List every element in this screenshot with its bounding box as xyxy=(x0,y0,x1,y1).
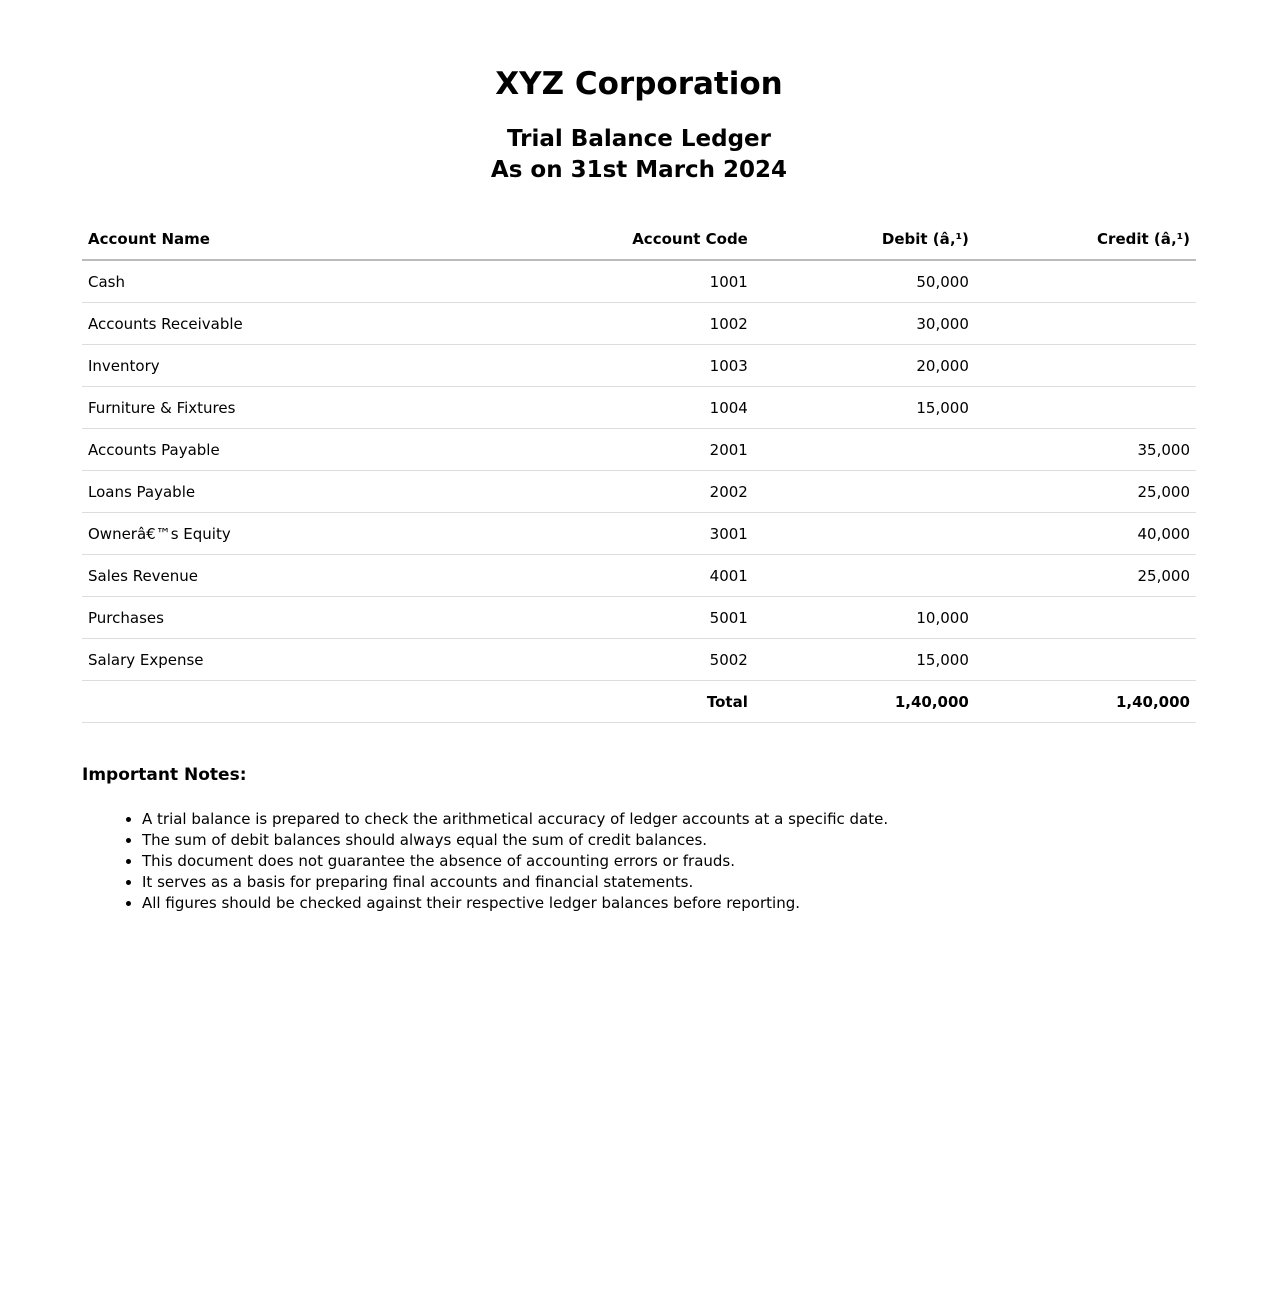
account-code-cell: 1004 xyxy=(532,387,753,429)
account-code-cell: 1003 xyxy=(532,345,753,387)
account-name-cell: Accounts Payable xyxy=(82,429,532,471)
credit-cell xyxy=(975,260,1196,303)
debit-cell: 20,000 xyxy=(754,345,975,387)
table-row xyxy=(82,597,1196,639)
account-name-cell: Sales Revenue xyxy=(82,555,532,597)
list-item: • It serves as a basis for preparing final accounts and financial statements. xyxy=(142,872,1196,893)
table-row xyxy=(82,471,1196,513)
credit-cell: 40,000 xyxy=(975,513,1196,555)
list-item: • This document does not guarantee the absence of accounting errors or frauds. xyxy=(142,851,1196,872)
debit-cell xyxy=(754,471,975,513)
column-header-credit: Credit (â‚¹) xyxy=(975,219,1196,260)
account-name-cell: Salary Expense xyxy=(82,639,532,681)
credit-cell xyxy=(975,345,1196,387)
total-label: Total xyxy=(532,681,753,723)
account-name-cell: Cash xyxy=(82,260,532,303)
table-row xyxy=(82,639,1196,681)
debit-cell: 15,000 xyxy=(754,639,975,681)
total-debit: 1,40,000 xyxy=(754,681,975,723)
column-header-account-code: Account Code xyxy=(532,219,753,260)
credit-cell xyxy=(975,639,1196,681)
credit-cell: 35,000 xyxy=(975,429,1196,471)
credit-cell: 25,000 xyxy=(975,471,1196,513)
total-empty-cell xyxy=(82,681,532,723)
table-row xyxy=(82,303,1196,345)
list-item: • All figures should be checked against their respective ledger balances before reporting. xyxy=(142,893,1196,914)
debit-cell xyxy=(754,513,975,555)
account-code-cell: 4001 xyxy=(532,555,753,597)
notes-list xyxy=(82,809,1196,914)
credit-cell xyxy=(975,597,1196,639)
credit-cell xyxy=(975,303,1196,345)
account-name-cell: Inventory xyxy=(82,345,532,387)
list-item: • A trial balance is prepared to check the arithmetical accuracy of ledger accounts at a specific date. xyxy=(142,809,1196,830)
document-title: Trial Balance Ledger xyxy=(507,126,771,152)
table-header-row xyxy=(82,219,1196,260)
account-code-cell: 2001 xyxy=(532,429,753,471)
table-row xyxy=(82,429,1196,471)
debit-cell: 10,000 xyxy=(754,597,975,639)
account-code-cell: 1002 xyxy=(532,303,753,345)
credit-cell xyxy=(975,387,1196,429)
document-subtitle xyxy=(82,124,1196,186)
company-name: XYZ Corporation xyxy=(495,66,783,102)
account-code-cell: 5002 xyxy=(532,639,753,681)
total-credit: 1,40,000 xyxy=(975,681,1196,723)
debit-cell: 50,000 xyxy=(754,260,975,303)
account-name-cell: Accounts Receivable xyxy=(82,303,532,345)
trial-balance-table xyxy=(82,219,1196,723)
column-header-account-name: Account Name xyxy=(82,219,532,260)
account-code-cell: 2002 xyxy=(532,471,753,513)
table-row xyxy=(82,260,1196,303)
list-item: • The sum of debit balances should always equal the sum of credit balances. xyxy=(142,830,1196,851)
account-name-cell: Purchases xyxy=(82,597,532,639)
account-name-cell: Loans Payable xyxy=(82,471,532,513)
table-row xyxy=(82,387,1196,429)
account-name-cell: Ownerâ€™s Equity xyxy=(82,513,532,555)
column-header-debit: Debit (â‚¹) xyxy=(754,219,975,260)
notes-heading: Important Notes: xyxy=(82,765,247,785)
account-code-cell: 1001 xyxy=(532,260,753,303)
account-code-cell: 3001 xyxy=(532,513,753,555)
account-name-cell: Furniture & Fixtures xyxy=(82,387,532,429)
table-row xyxy=(82,513,1196,555)
table-row xyxy=(82,345,1196,387)
debit-cell xyxy=(754,429,975,471)
document-date: As on 31st March 2024 xyxy=(490,157,788,183)
credit-cell: 25,000 xyxy=(975,555,1196,597)
account-code-cell: 5001 xyxy=(532,597,753,639)
debit-cell: 15,000 xyxy=(754,387,975,429)
table-row xyxy=(82,555,1196,597)
total-row xyxy=(82,681,1196,723)
debit-cell xyxy=(754,555,975,597)
debit-cell: 30,000 xyxy=(754,303,975,345)
